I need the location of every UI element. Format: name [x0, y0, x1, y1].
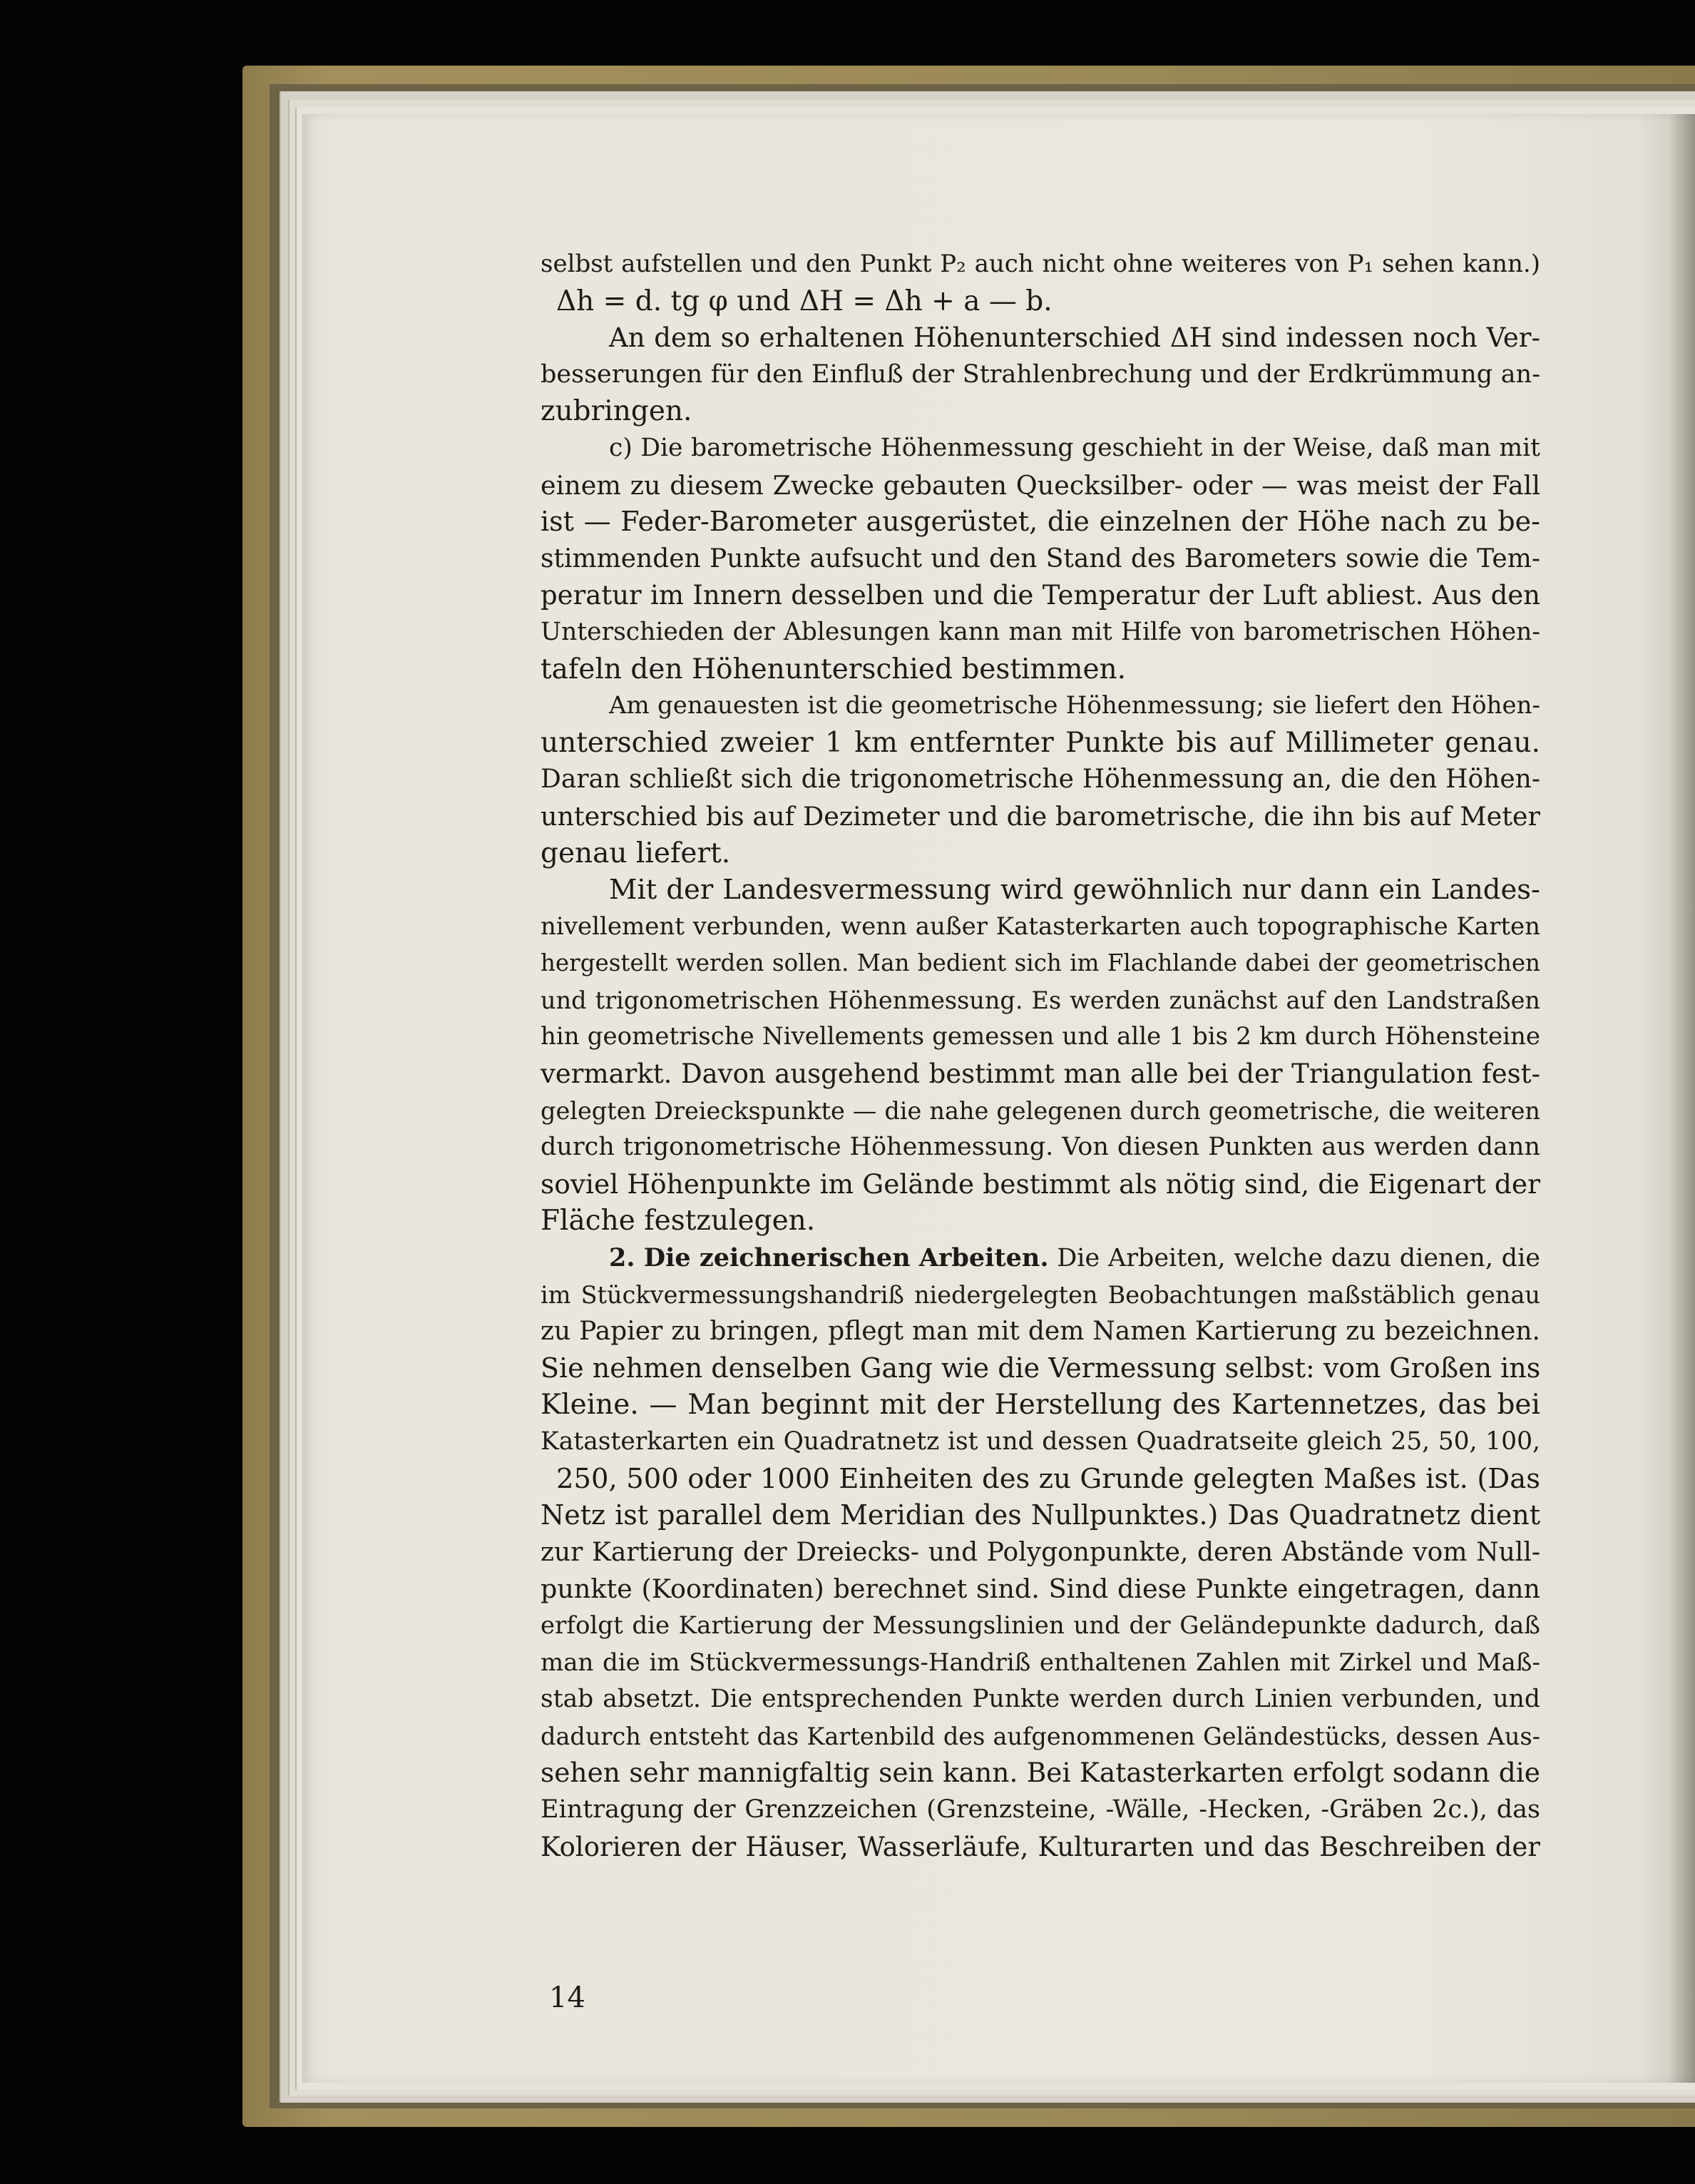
- text-line: unterschied zweier 1 km entfernter Punkte bis auf Millimeter genau.: [541, 726, 1540, 759]
- text-line: Sie nehmen denselben Gang wie die Vermessung selbst: vom Großen ins: [541, 1352, 1541, 1384]
- text-line: zubringen.: [541, 395, 692, 428]
- page-gutter-shadow: [1669, 114, 1695, 2083]
- text-line-content: Die Arbeiten, welche dazu dienen, die: [1048, 1244, 1540, 1273]
- text-line: Mit der Landesvermessung wird gewöhnlich nur dann ein Landes-: [609, 874, 1540, 907]
- text-line: 250, 500 oder 1000 Einheiten des zu Grunde gelegten Maßes ist. (Das: [556, 1462, 1540, 1495]
- text-line: Kleine. — Man beginnt mit der Herstellung des Kartennetzes, das bei: [541, 1389, 1540, 1422]
- text-line: Unterschieden der Ablesungen kann man mit Hilfe von barometrischen Höhen-: [541, 617, 1540, 646]
- text-line: zu Papier zu bringen, pflegt man mit dem Namen Kartierung zu bezeichnen.: [541, 1317, 1540, 1347]
- text-line: hin geometrische Nivellements gemessen und alle 1 bis 2 km durch Höhensteine: [541, 1022, 1540, 1051]
- text-line: unterschied bis auf Dezimeter und die barometrische, die ihn bis auf Meter: [541, 800, 1540, 832]
- text-line: peratur im Innern desselben und die Temperatur der Luft abliest. Aus den: [541, 580, 1540, 611]
- text-line: genau liefert.: [541, 837, 731, 869]
- text-line: zur Kartierung der Dreiecks- und Polygonpunkte, deren Abstände vom Null-: [541, 1537, 1540, 1567]
- text-line: im Stückvermessungshandriß niedergelegten Beobachtungen maßstäblich genau: [541, 1280, 1540, 1309]
- text-line: besserungen für den Einfluß der Strahlenbrechung und der Erdkrümmung an-: [541, 359, 1540, 389]
- text-line: nivellement verbunden, wenn außer Katasterkarten auch topographische Karten: [541, 912, 1540, 941]
- text-line: sehen sehr mannigfaltig sein kann. Bei Katasterkarten erfolgt sodann die: [541, 1757, 1540, 1789]
- text-line: Δh = d. tg φ und ΔH = Δh + a — b.: [556, 285, 1053, 317]
- text-line: stab absetzt. Die entsprechenden Punkte werden durch Linien verbunden, und: [541, 1685, 1540, 1714]
- text-line: selbst aufstellen und den Punkt P₂ auch nicht ohne weiteres von P₁ sehen kann.): [541, 250, 1540, 278]
- text-line: hergestellt werden sollen. Man bedient sich im Flachlande dabei der geometrischen: [541, 949, 1540, 977]
- text-line: Daran schließt sich die trigonometrische Höhenmessung an, die den Höhen-: [541, 765, 1540, 795]
- text-line: punkte (Koordinaten) berechnet sind. Sind diese Punkte eingetragen, dann: [541, 1573, 1540, 1605]
- text-line: einem zu diesem Zwecke gebauten Quecksilber- oder — was meist der Fall: [541, 469, 1540, 501]
- text-line: [541, 1240, 1540, 1277]
- text-line: An dem so erhaltenen Höhenunterschied ΔH sind indessen noch Ver-: [609, 322, 1540, 354]
- section-heading: 2. Die zeichnerischen Arbeiten.: [609, 1243, 1049, 1273]
- text-line: vermarkt. Davon ausgehend bestimmt man alle bei der Triangulation fest-: [541, 1058, 1540, 1090]
- text-line: Katasterkarten ein Quadratnetz ist und dessen Quadratseite gleich 25, 50, 100,: [541, 1427, 1540, 1456]
- text-line: durch trigonometrische Höhenmessung. Von diesen Punkten aus werden dann: [541, 1133, 1540, 1162]
- text-line: gelegten Dreieckspunkte — die nahe gelegenen durch geometrische, die weiteren: [541, 1096, 1540, 1125]
- text-line: erfolgt die Kartierung der Messungslinien und der Geländepunkte dadurch, daß: [541, 1611, 1540, 1640]
- text-line: Fläche festzulegen.: [541, 1205, 816, 1238]
- text-line: dadurch entsteht das Kartenbild des aufgenommenen Geländestücks, dessen Aus-: [541, 1722, 1540, 1750]
- text-line: und trigonometrischen Höhenmessung. Es werden zunächst auf den Landstraßen: [541, 986, 1540, 1014]
- text-line: tafeln den Höhenunterschied bestimmen.: [541, 653, 1127, 685]
- text-line: Am genauesten ist die geometrische Höhenmessung; sie liefert den Höhen-: [609, 691, 1540, 720]
- text-line: ist — Feder-Barometer ausgerüstet, die einzelnen der Höhe nach zu be-: [541, 506, 1540, 538]
- page-number: 14: [549, 1981, 585, 2014]
- text-line: soviel Höhenpunkte im Gelände bestimmt als nötig sind, die Eigenart der: [541, 1168, 1540, 1200]
- text-line: man die im Stückvermessungs-Handriß enthaltenen Zahlen mit Zirkel und Maß-: [541, 1648, 1540, 1677]
- text-line: Kolorieren der Häuser, Wasserläufe, Kulturarten und das Beschreiben der: [541, 1831, 1540, 1862]
- text-line: Eintragung der Grenzzeichen (Grenzsteine, -Wälle, -Hecken, -Gräben 2c.), das: [541, 1795, 1540, 1824]
- page-body-text: [541, 246, 1540, 1865]
- text-line: c) Die barometrische Höhenmessung geschieht in der Weise, daß man mit: [609, 433, 1540, 462]
- text-line: stimmenden Punkte aufsucht und den Stand des Barometers sowie die Tem-: [541, 544, 1540, 573]
- text-line: Netz ist parallel dem Meridian des Nullpunktes.) Das Quadratnetz dient: [541, 1499, 1540, 1531]
